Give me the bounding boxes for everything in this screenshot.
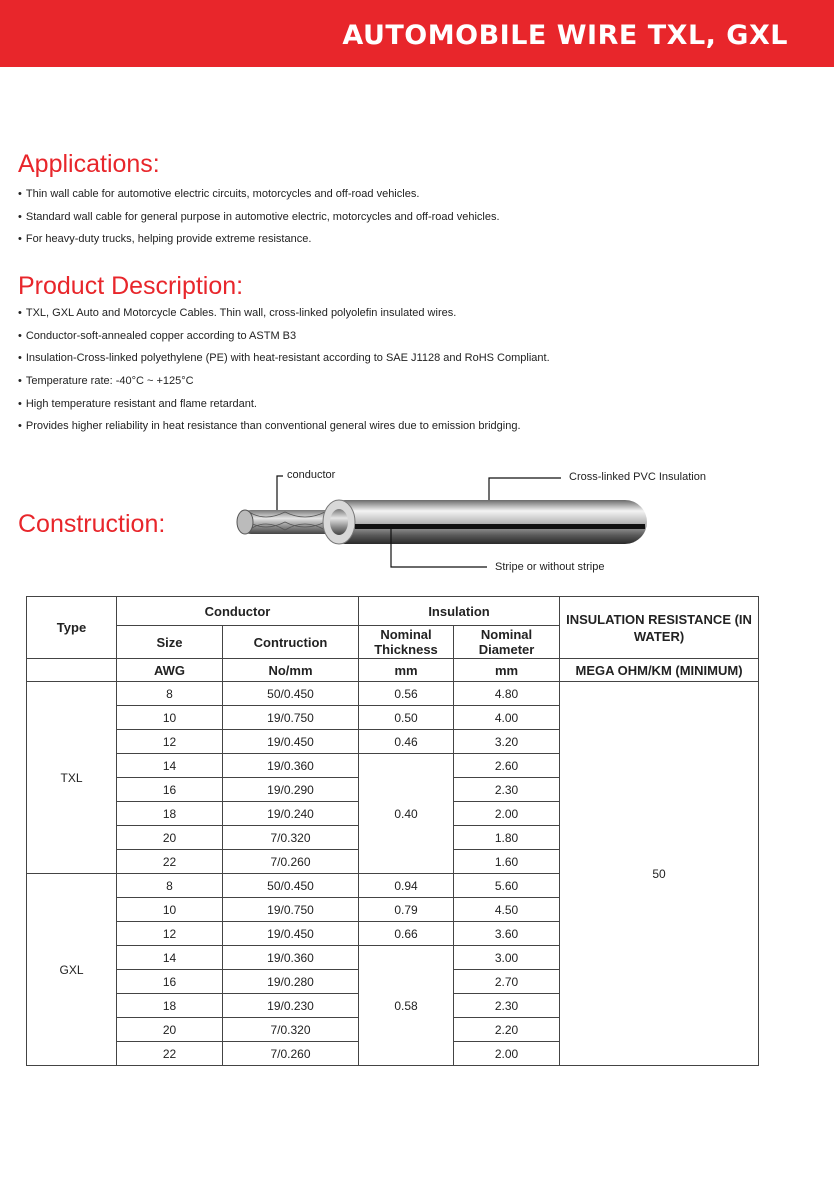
insulation-sheath [323, 500, 647, 544]
construction-cell: 19/0.750 [223, 706, 359, 730]
type-header: Type [27, 597, 117, 659]
diameter-cell: 2.00 [454, 1042, 560, 1066]
thickness-cell: 0.46 [359, 730, 454, 754]
list-item: • Thin wall cable for automotive electric circuits, motorcycles and off-road vehicles. [18, 187, 500, 210]
size-cell: 10 [117, 706, 223, 730]
conductor-label: conductor [287, 469, 336, 481]
thickness-cell: 0.94 [359, 874, 454, 898]
diameter-unit: mm [454, 659, 560, 682]
construction-cell: 7/0.260 [223, 850, 359, 874]
thickness-cell: 0.56 [359, 682, 454, 706]
diameter-cell: 4.80 [454, 682, 560, 706]
list-item: • TXL, GXL Auto and Motorcycle Cables. Thin wall, cross-linked polyolefin insulated wires. [18, 306, 550, 329]
diameter-cell: 2.20 [454, 1018, 560, 1042]
construction-cell: 7/0.320 [223, 826, 359, 850]
type-cell: TXL [27, 682, 117, 874]
construction-cell: 19/0.750 [223, 898, 359, 922]
insulation-label: Cross-linked PVC Insulation [569, 471, 706, 483]
size-unit: AWG [117, 659, 223, 682]
header-banner [0, 0, 834, 67]
list-item: • Insulation-Cross-linked polyethylene (PE) with heat-resistant according to SAE J1128 and RoHS Compliant. [18, 351, 550, 374]
specifications-table [26, 596, 759, 1066]
thickness-cell: 0.58 [359, 946, 454, 1066]
thickness-cell: 0.66 [359, 922, 454, 946]
size-cell: 12 [117, 922, 223, 946]
construction-cell: 50/0.450 [223, 682, 359, 706]
insulation-header: Insulation [359, 597, 560, 626]
product-description-heading: Product Description: [18, 272, 244, 300]
thickness-cell: 0.50 [359, 706, 454, 730]
construction-cell: 19/0.450 [223, 730, 359, 754]
insulation-resistance-header: INSULATION RESISTANCE (IN WATER) [560, 597, 759, 659]
nominal-diameter-header: Nominal Diameter [454, 626, 560, 659]
size-cell: 16 [117, 778, 223, 802]
construction-unit: No/mm [223, 659, 359, 682]
construction-heading: Construction: [18, 510, 166, 538]
diameter-cell: 1.80 [454, 826, 560, 850]
insulation-resistance-value: 50 [560, 682, 759, 1066]
size-cell: 16 [117, 970, 223, 994]
cable-construction-diagram [225, 460, 725, 580]
diameter-cell: 4.50 [454, 898, 560, 922]
type-unit-cell [27, 659, 117, 682]
stripe-label: Stripe or without stripe [495, 561, 605, 573]
thickness-cell: 0.79 [359, 898, 454, 922]
diameter-cell: 2.30 [454, 778, 560, 802]
diameter-cell: 3.60 [454, 922, 560, 946]
construction-cell: 19/0.360 [223, 754, 359, 778]
size-cell: 20 [117, 826, 223, 850]
conductor-core [330, 509, 348, 535]
size-header: Size [117, 626, 223, 659]
construction-cell: 19/0.290 [223, 778, 359, 802]
diameter-cell: 2.60 [454, 754, 560, 778]
size-cell: 22 [117, 1042, 223, 1066]
construction-header: Contruction [223, 626, 359, 659]
table-row [27, 682, 759, 706]
page-title: AUTOMOBILE WIRE TXL, GXL [342, 20, 788, 51]
diameter-cell: 4.00 [454, 706, 560, 730]
type-cell: GXL [27, 874, 117, 1066]
diameter-cell: 2.70 [454, 970, 560, 994]
construction-cell: 50/0.450 [223, 874, 359, 898]
size-cell: 22 [117, 850, 223, 874]
size-cell: 18 [117, 802, 223, 826]
thickness-unit: mm [359, 659, 454, 682]
list-item: • High temperature resistant and flame retardant. [18, 397, 550, 420]
construction-cell: 19/0.360 [223, 946, 359, 970]
diameter-cell: 2.30 [454, 994, 560, 1018]
size-cell: 8 [117, 874, 223, 898]
construction-cell: 19/0.240 [223, 802, 359, 826]
construction-cell: 7/0.320 [223, 1018, 359, 1042]
list-item: • Temperature rate: -40°C ~ +125°C [18, 374, 550, 397]
diameter-cell: 2.00 [454, 802, 560, 826]
diameter-cell: 3.20 [454, 730, 560, 754]
size-cell: 20 [117, 1018, 223, 1042]
applications-list [18, 187, 500, 255]
list-item: • Provides higher reliability in heat resistance than conventional general wires due to emission bridging. [18, 419, 550, 442]
stripe [355, 524, 645, 529]
thickness-cell: 0.40 [359, 754, 454, 874]
list-item: • Conductor-soft-annealed copper according to ASTM B3 [18, 329, 550, 352]
size-cell: 12 [117, 730, 223, 754]
size-cell: 18 [117, 994, 223, 1018]
construction-cell: 19/0.230 [223, 994, 359, 1018]
applications-heading: Applications: [18, 150, 160, 178]
resistance-unit: MEGA OHM/KM (MINIMUM) [560, 659, 759, 682]
conductor-header: Conductor [117, 597, 359, 626]
size-cell: 14 [117, 754, 223, 778]
construction-cell: 19/0.280 [223, 970, 359, 994]
conductor-end [237, 510, 253, 534]
size-cell: 14 [117, 946, 223, 970]
nominal-thickness-header: Nominal Thickness [359, 626, 454, 659]
diameter-cell: 5.60 [454, 874, 560, 898]
list-item: • For heavy-duty trucks, helping provide extreme resistance. [18, 232, 500, 255]
diameter-cell: 3.00 [454, 946, 560, 970]
size-cell: 10 [117, 898, 223, 922]
product-description-list [18, 306, 550, 442]
list-item: • Standard wall cable for general purpose in automotive electric, motorcycles and off-road vehicles. [18, 210, 500, 233]
diameter-cell: 1.60 [454, 850, 560, 874]
construction-cell: 19/0.450 [223, 922, 359, 946]
size-cell: 8 [117, 682, 223, 706]
construction-cell: 7/0.260 [223, 1042, 359, 1066]
